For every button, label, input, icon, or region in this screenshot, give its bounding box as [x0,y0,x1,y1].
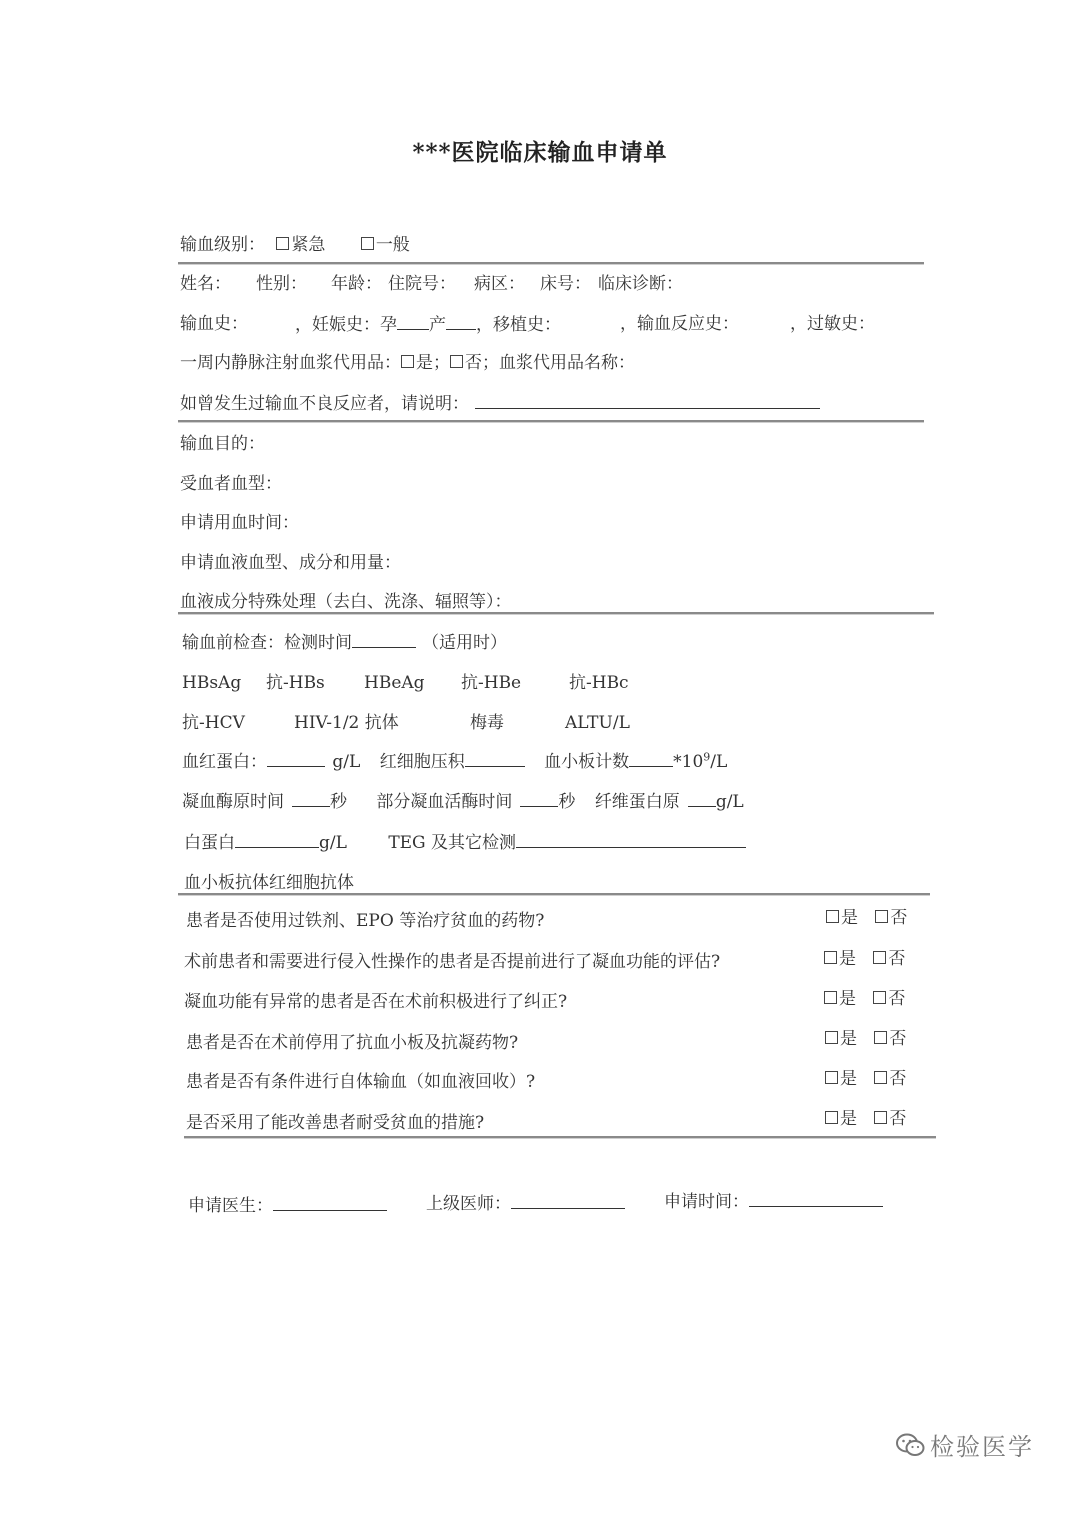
request-time-label: 申请时间： [664,1192,749,1212]
pt-unit: 秒 [330,792,347,812]
wechat-icon [896,1432,926,1464]
pt-label: 凝血酶原时间 [182,792,284,812]
plasma-lead: 一周内静脉注射血浆代用品： [180,353,401,373]
plasma-yes-label: 是； [416,353,450,373]
request-time-blank[interactable] [749,1190,883,1207]
question-iron-epo: 患者是否使用过铁剂、EPO 等治疗贫血的药物? [186,911,545,931]
question-2-yes-label: 是 [839,949,856,969]
gender-field[interactable]: 性别： [256,274,307,294]
question-4-no-checkbox[interactable] [874,1031,887,1044]
plasma-yes-checkbox[interactable] [401,355,414,368]
question-1-no[interactable] [875,907,907,929]
question-5-yes[interactable] [825,1068,857,1090]
admission-field[interactable]: 住院号： [388,274,456,294]
test-anti-hcv: 抗-HCV [182,713,245,733]
plasma-no-checkbox[interactable] [450,355,463,368]
test-anti-hbc: 抗-HBc [569,673,629,693]
pregnancy-history[interactable] [295,313,561,336]
special-processing-field[interactable]: 血液成分特殊处理（去白、洗涤、辐照等）： [180,592,512,612]
blood-count-row [182,750,727,773]
birth-blank[interactable] [446,313,476,330]
pretest-time-blank[interactable] [352,631,416,648]
question-2-yes[interactable] [824,948,856,970]
test-hbsag: HBsAg [182,673,242,693]
question-coag-eval: 术前患者和需要进行侵入性操作的患者是否提前进行了凝血功能的评估? [184,952,721,972]
watermark [896,1427,1034,1464]
aptt-blank[interactable] [520,790,558,807]
plt-blank[interactable] [629,750,673,767]
age-field[interactable]: 年龄： [331,274,382,294]
pretest-row [182,631,507,654]
alb-label: 白蛋白 [184,833,235,853]
divider-5 [184,1136,936,1138]
adverse-row [180,392,820,415]
fib-label: 纤维蛋白原 [594,792,680,812]
question-4-yes-checkbox[interactable] [825,1031,838,1044]
ward-field[interactable]: 病区： [474,274,525,294]
allergy-history[interactable]: ，过敏史： [790,314,875,334]
question-3-options [824,988,905,1010]
senior-label: 上级医师： [426,1194,511,1214]
pregnancy-label: ，妊娠史：孕 [295,315,397,335]
plt-label: 血小板计数 [544,752,630,772]
pregnancy-blank[interactable] [397,313,429,330]
teg-label: TEG 及其它检测 [388,833,517,853]
diagnosis-field[interactable]: 临床诊断： [598,274,683,294]
pretest-applicable: （适用时） [422,633,507,653]
aptt-unit: 秒 [558,792,576,812]
urgent-checkbox[interactable] [276,237,289,250]
question-3-no-checkbox[interactable] [873,991,886,1004]
plt-unit-tail: /L [710,752,728,772]
level-row [180,234,410,256]
question-5-no[interactable] [874,1068,906,1090]
normal-option[interactable] [361,234,410,256]
question-6-no-label: 否 [889,1109,907,1129]
question-5-options [825,1068,906,1090]
coagulation-row [182,790,744,813]
recipient-type-field[interactable]: 受血者血型： [180,474,282,494]
question-4-no-label: 否 [889,1029,907,1049]
question-5-no-label: 否 [889,1069,907,1089]
hb-unit: g/L [332,752,361,772]
reaction-history[interactable]: ，输血反应史： [620,314,739,334]
question-6-yes-checkbox[interactable] [825,1111,838,1124]
doctor-signature [188,1194,387,1217]
doctor-blank[interactable] [273,1194,387,1211]
adverse-label: 如曾发生过输血不良反应者，请说明： [180,394,469,414]
question-5-yes-label: 是 [840,1069,857,1089]
hct-label: 红细胞压积 [379,752,465,772]
divider-3 [178,612,934,614]
antibody-field[interactable]: 血小板抗体红细胞抗体 [184,873,354,893]
question-4-yes-label: 是 [840,1029,857,1049]
question-4-options [825,1028,906,1050]
hb-blank[interactable] [267,750,325,767]
level-label: 输血级别： [180,235,265,255]
plasma-yes-option[interactable] [401,352,450,374]
test-anti-hbe: 抗-HBe [461,673,522,693]
question-2-options [824,948,905,970]
test-hiv: HIV-1/2 抗体 [294,713,399,733]
divider-2 [178,420,924,422]
plasma-name-label: 血浆代用品名称： [499,353,635,373]
hb-label: 血红蛋白： [182,752,267,772]
alb-unit: g/L [319,833,347,853]
alb-blank[interactable] [235,831,319,848]
pt-blank[interactable] [292,790,330,807]
senior-blank[interactable] [511,1192,625,1209]
question-2-no[interactable] [873,948,905,970]
pretest-lead: 输血前检查：检测时间 [182,633,352,653]
question-5-yes-checkbox[interactable] [825,1071,838,1084]
doctor-label: 申请医生： [188,1196,273,1216]
question-6-yes-label: 是 [840,1109,857,1129]
question-5-no-checkbox[interactable] [874,1071,887,1084]
birth-label: 产 [429,315,446,335]
plt-unit-exp: 9 [703,750,711,764]
normal-label: 一般 [375,235,410,255]
normal-checkbox[interactable] [361,237,374,250]
question-4-no[interactable] [874,1028,906,1050]
question-6-no-checkbox[interactable] [874,1111,887,1124]
teg-blank[interactable] [516,831,746,848]
request-time-signature [664,1190,883,1213]
question-1-no-label: 否 [890,908,908,928]
question-6-yes[interactable] [825,1108,857,1130]
test-hbeag: HBeAg [364,673,425,693]
question-3-yes-checkbox[interactable] [824,991,837,1004]
adverse-blank[interactable] [475,392,820,409]
fib-unit: g/L [715,792,744,812]
question-1-yes[interactable] [826,907,858,929]
purpose-field[interactable]: 输血目的： [180,434,265,454]
hct-blank[interactable] [465,750,525,767]
divider-1 [178,262,924,264]
question-autologous: 患者是否有条件进行自体输血（如血液回收）? [186,1072,536,1092]
aptt-label: 部分凝血活酶时间 [376,792,513,812]
name-field[interactable]: 姓名： [180,274,231,294]
request-time-field[interactable]: 申请用血时间： [180,513,299,533]
question-3-yes-label: 是 [839,989,856,1009]
type-dose-field[interactable]: 申请血液血型、成分和用量： [180,553,401,573]
question-6-options [825,1108,906,1130]
plasma-no-label: 否； [465,353,499,373]
question-1-yes-label: 是 [841,908,858,928]
plasma-no-option[interactable] [450,352,499,374]
question-3-no-label: 否 [888,989,906,1009]
test-anti-hbs: 抗-HBs [266,673,325,693]
question-2-no-checkbox[interactable] [873,951,886,964]
plt-unit-base: *10 [673,752,704,772]
albumin-row [184,831,746,854]
question-1-options [826,907,907,929]
question-coag-correct: 凝血功能有异常的患者是否在术前积极进行了纠正? [184,992,568,1012]
test-syphilis: 梅毒 [470,713,504,733]
fib-blank[interactable] [688,790,716,807]
question-stop-anticoag: 患者是否在术前停用了抗血小板及抗凝药物? [186,1033,519,1053]
watermark-text: 检验医学 [930,1433,1034,1461]
transfusion-history[interactable]: 输血史： [180,314,248,334]
transplant-label: ，移植史： [476,315,561,335]
question-3-no[interactable] [873,988,905,1010]
senior-signature [426,1192,625,1215]
test-alt: ALTU/L [565,713,630,733]
question-anemia-tolerance: 是否采用了能改善患者耐受贫血的措施? [186,1113,485,1133]
form-title: ***医院临床输血申请单 [412,139,668,166]
question-1-yes-checkbox[interactable] [826,910,839,923]
question-2-yes-checkbox[interactable] [824,951,837,964]
question-3-yes[interactable] [824,988,856,1010]
bed-field[interactable]: 床号： [540,274,591,294]
question-2-no-label: 否 [888,949,906,969]
question-4-yes[interactable] [825,1028,857,1050]
divider-4 [178,893,930,895]
question-1-no-checkbox[interactable] [875,910,888,923]
question-6-no[interactable] [874,1108,906,1130]
urgent-label: 紧急 [291,235,326,255]
urgent-option[interactable] [276,234,325,256]
plasma-row [180,352,635,374]
